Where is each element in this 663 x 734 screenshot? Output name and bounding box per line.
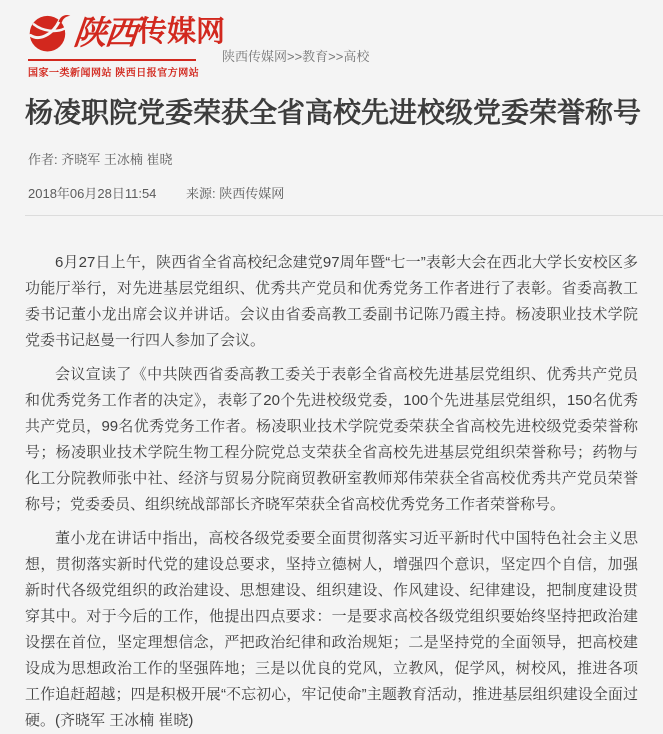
- logo-underline: [28, 59, 196, 61]
- logo-text-script: 陕西: [71, 12, 139, 52]
- logo-tagline: 国家一类新闻网站 陕西日报官方网站: [28, 68, 200, 79]
- article-paragraph: 会议宣读了《中共陕西省委高教工委关于表彰全省高校先进基层党组织、优秀共产党员和优秀党务工作者的决定》，表彰了20个先进校级党委，100个先进基层党组织，150名优秀共产党员，99名优秀党务工作者。杨凌职业技术学院党委荣获全省高校先进校级党委荣誉称号；杨凌职业技术学院生物工程分院党总支荣获全省高校先进基层党组织荣誉称号；药物与化工分院教师张中社、经济与贸易分院商贸教研室教师郑伟荣获全省高校优秀共产党员荣誉称号；党委委员、组织统战部部长齐晓军荣获全省高校优秀党务工作者荣誉称号。: [25, 366, 638, 513]
- globe-swoosh-icon: [28, 10, 72, 54]
- dateline: [28, 183, 663, 202]
- site-header: [0, 0, 663, 80]
- author-names: 齐晓军 王冰楠 崔晓: [61, 152, 173, 167]
- article-paragraph: 董小龙在讲话中指出，高校各级党委要全面贯彻落实习近平新时代中国特色社会主义思想，贯彻落实新时代党的建设总要求，坚持立德树人，增强四个意识，坚定四个自信，加强新时代各级党组织的政治建设、思想建设、组织建设、作风建设、纪律建设，把制度建设贯穿其中。对于今后的工作，他提出四点要求：一是要求高校各级党组织要始终坚持把政治建设摆在首位，坚定理想信念，严把政治纪律和政治规矩；二是坚持党的全面领导，把高校建设成为思想政治工作的坚强阵地；三是以优良的党风，立教风，促学风，树校风，推进各项工作追赶超越；四是积极开展“不忘初心，牢记使命”主题教育活动，推进基层组织建设全面过硬。(齐晓军 王冰楠 崔晓): [25, 530, 638, 729]
- article-paragraph: 6月27日上午，陕西省全省高校纪念建党97周年暨“七一”表彰大会在西北大学长安校区多功能厅举行，对先进基层党组织、优秀共产党员和优秀党务工作者进行了表彰。省委高教工委书记董小龙出席会议并讲话。会议由省委高教工委副书记陈乃霞主持。杨凌职业技术学院党委书记赵曼一行四人参加了会议。: [25, 254, 638, 349]
- publish-date: 2018年06月28日11:54: [28, 186, 157, 201]
- header-divider: [25, 215, 663, 216]
- source-label: 来源:: [186, 186, 216, 201]
- logo-text-bold: 传媒网: [138, 15, 226, 48]
- page-title: 杨凌职院党委荣获全省高校先进校级党委荣誉称号: [25, 97, 642, 128]
- byline: [28, 149, 663, 168]
- source-name: 陕西传媒网: [219, 186, 285, 201]
- author-label: 作者:: [28, 152, 58, 167]
- breadcrumb[interactable]: 陕西传媒网>>教育>>高校: [222, 49, 370, 64]
- site-logo[interactable]: [28, 8, 225, 79]
- article-body: [25, 250, 638, 734]
